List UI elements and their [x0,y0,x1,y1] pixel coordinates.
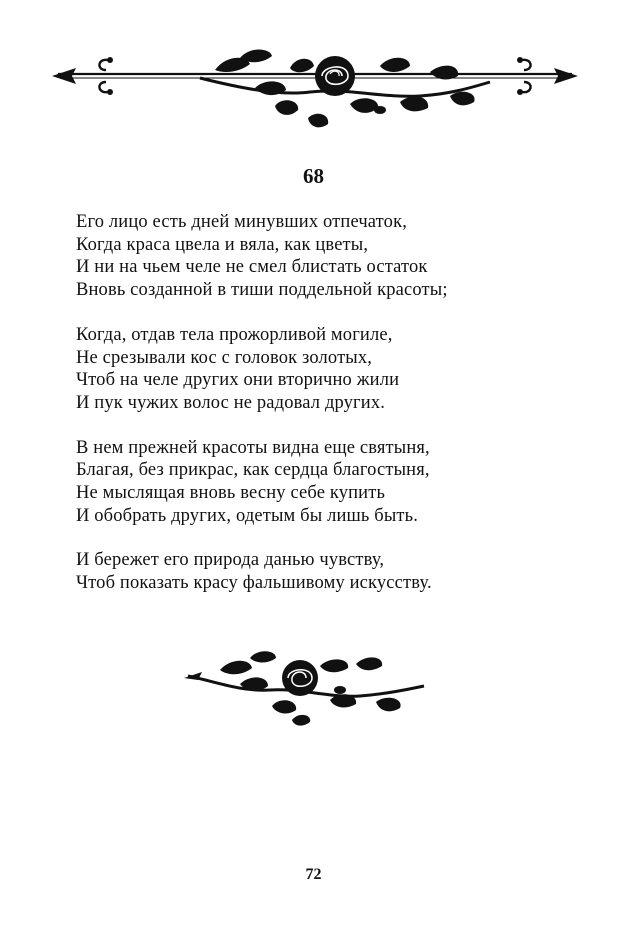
poem-line: Не мыслящая вновь весну себе купить [76,483,386,504]
poem-line: Чтоб на челе других они вторично жили [76,370,400,391]
stanza [76,437,576,528]
sonnet-number: 68 [303,164,324,188]
bottom-rose-ornament [180,650,430,730]
poem-line: Не срезывали кос с головок золотых, [76,347,373,368]
stanza [76,211,576,302]
poem-line: И обобрать других, одетым бы лишь быть. [76,505,419,526]
poem-line: Когда краса цвела и вяла, как цветы, [76,234,369,255]
poem-line: Благая, без прикрас, как сердца благостыня, [76,460,430,481]
poem-line: В нем прежней красоты видна еще святыня, [76,437,430,458]
stanza [76,324,576,415]
poem-line: Когда, отдав тела прожорливой могиле, [76,324,393,345]
top-rose-ornament [50,48,580,138]
stanza [76,549,576,594]
poem-line: Его лицо есть дней минувших отпечаток, [76,212,407,232]
poem-line: И пук чужих волос не радовал других. [76,392,386,413]
poem-line: И бережет его природа данью чувству, [76,550,385,571]
poem-line: И ни на чьем челе не смел блистать остаток [76,257,428,278]
poem-text [76,211,576,617]
page-number: 72 [305,866,322,883]
poem-line: Чтоб показать красу фальшивому искусству. [76,573,432,594]
poem-line: Вновь созданной в тиши поддельной красоты; [76,280,448,301]
